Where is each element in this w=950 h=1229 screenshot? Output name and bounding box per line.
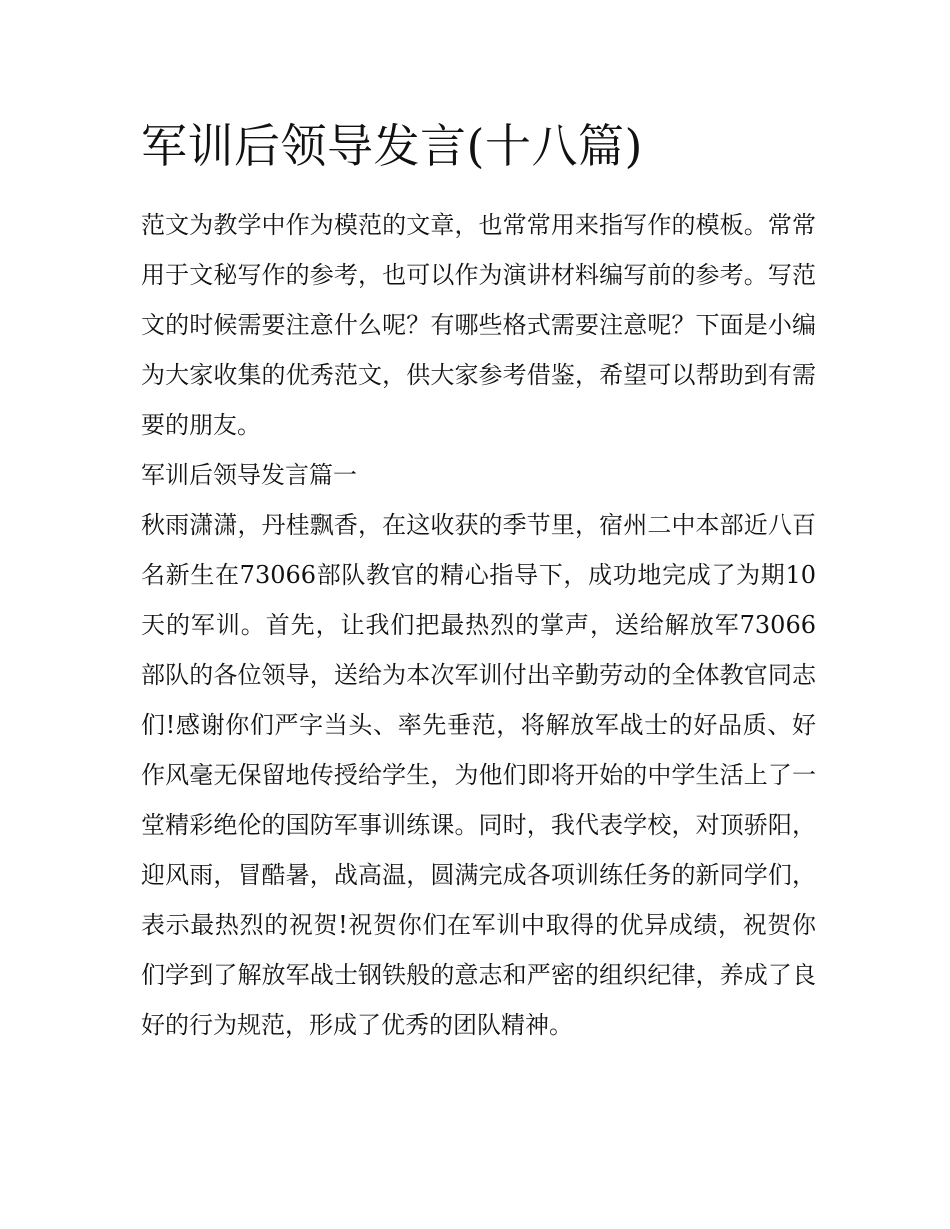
body-paragraph: 秋雨潇潇，丹桂飘香，在这收获的季节里，宿州二中本部近八百名新生在73066部队教官的精心指导下，成功地完成了为期10天的军训。首先，让我们把最热烈的掌声，送给解放军73066部队的各位领导，送给为本次军训付出辛勤劳动的全体教官同志们!感谢你们严字当头、率先垂范，将解放军战士的好品质、好作风毫无保留地传授给学生，为他们即将开始的中学生活上了一堂精彩绝伦的国防军事训练课。同时，我代表学校，对顶骄阳，迎风雨，冒酷暑，战高温，圆满完成各项训练任务的新同学们，表示最热烈的祝贺!祝贺你们在军训中取得的优异成绩，祝贺你们学到了解放军战士钢铁般的意志和严密的组织纪律，养成了良好的行为规范，形成了优秀的团队精神。 bbox=[141, 511, 816, 1039]
document-page bbox=[141, 110, 816, 1050]
intro-paragraph: 范文为教学中作为模范的文章，也常常用来指写作的模板。常常用于文秘写作的参考，也可以作为演讲材料编写前的参考。写范文的时候需要注意什么呢？有哪些格式需要注意呢？下面是小编为大家收集的优秀范文，供大家参考借鉴，希望可以帮助到有需要的朋友。 bbox=[141, 211, 816, 439]
document-title: 军训后领导发言(十八篇) bbox=[141, 119, 643, 173]
section-heading: 军训后领导发言篇一 bbox=[141, 461, 357, 489]
